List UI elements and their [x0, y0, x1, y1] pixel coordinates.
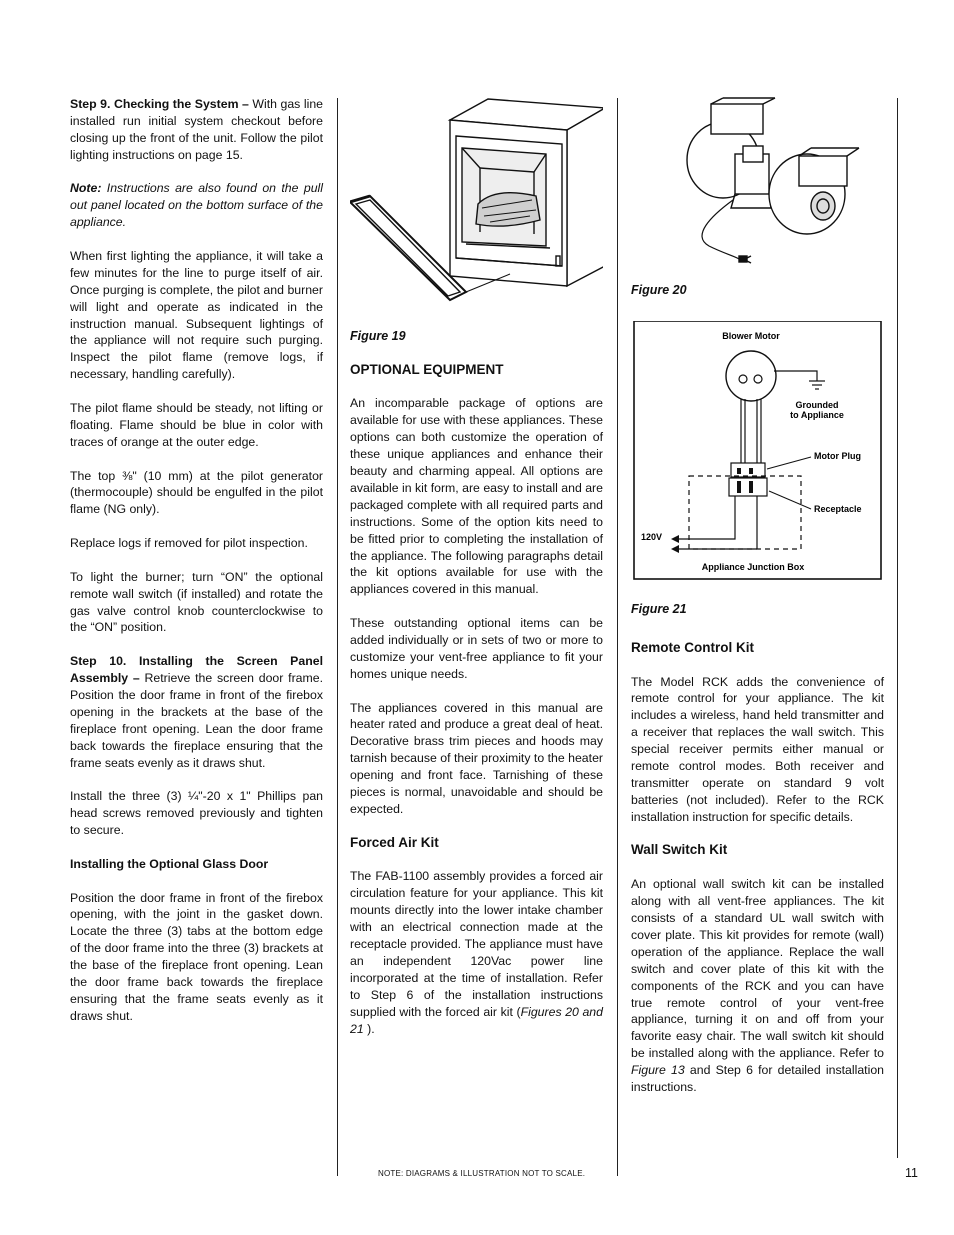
- wall-switch-paragraph: [631, 876, 884, 1096]
- wall-switch-text-end: and Step 6 for detailed installation instructions.: [631, 1063, 884, 1095]
- glass-door-title: Installing the Optional Glass Door: [70, 856, 269, 871]
- note-paragraph: [70, 180, 323, 231]
- paragraph: To light the burner; turn “ON” the optional remote wall switch (if installed) and rotate the gas valve control knob counterclockwise to the “ON” position.: [70, 569, 323, 635]
- forced-air-text-end: ).: [363, 1021, 375, 1036]
- step10-paragraph: [70, 653, 323, 771]
- paragraph: When first lighting the appliance, it will take a few minutes for the line to purge itself of air. Once purging is complete, the pilot and burner will light and operate as indicated in the instruction manual. Subsequent lightings of the appliance will not require such purging. Inspect the pilot flame (remove logs, if necessary, handling carefully).: [70, 248, 323, 382]
- diagram-scale-note: NOTE: DIAGRAMS & ILLUSTRATION NOT TO SCALE.: [378, 1169, 586, 1178]
- step9-paragraph: [70, 96, 323, 164]
- 120v-label: 120V: [641, 531, 663, 542]
- step9-text: With gas line installed run initial system checkout before closing up the front of the unit. Follow the pilot lighting instructions on page 15.: [70, 97, 323, 162]
- junction-box-label: Appliance Junction Box: [701, 561, 805, 572]
- optional-equipment-heading: OPTIONAL EQUIPMENT: [350, 361, 504, 377]
- grounded-label: Grounded: [795, 399, 839, 410]
- forced-air-text: The FAB-1100 assembly provides a forced air circulation feature for your appliance. This kit mounts directly into the lower intake chamber with an electrical connection made at the receptacle provided. The appliance must have an independent 120Vac power line incorporated at the time of installation. Refer to Step 6 of the installation instructions supplied with the forced air kit (: [350, 869, 603, 1019]
- forced-air-kit-heading: Forced Air Kit: [350, 834, 439, 850]
- note-label: Note:: [70, 181, 102, 196]
- column-divider-left: [337, 98, 338, 1176]
- motor-plug-label: Motor Plug: [814, 450, 861, 461]
- grounded-label-line2: to Appliance: [790, 409, 844, 420]
- column-1: [70, 96, 323, 1042]
- paragraph: These outstanding optional items can be added individually or in sets of two or more to customize your vent-free appliance to fit your homes unique needs.: [350, 616, 603, 681]
- fireplace-illustration: [350, 96, 603, 322]
- column-3: [631, 96, 884, 1113]
- figure-21-caption: Figure 21: [631, 601, 687, 616]
- forced-air-paragraph: [350, 868, 603, 1037]
- paragraph: Position the door frame in front of the firebox opening, with the joint in the gasket down. Locate the three (3) tabs at the bottom edge of the door frame into the three (3) brackets at the base of the fireplace front opening. Lean the door frame back towards the fireplace ensuring that the frame seats evenly as it draws shut.: [70, 890, 323, 1023]
- note-text: Instructions are also found on the pull out panel located on the bottom surface of the appliance.: [70, 181, 323, 230]
- figure-20-caption: Figure 20: [631, 283, 687, 297]
- wiring-diagram: [631, 321, 884, 583]
- paragraph: The Model RCK adds the convenience of remote control for your appliance. The kit includes a wireless, hand held transmitter and a receiver that replaces the wall switch. This special receiver permits either manual or remote control modes. Both receiver and transmitter operate on standard 9 volt batteries (not included). Refer to the RCK installation instruction for specific details.: [631, 674, 884, 824]
- figure-reference: Figures 20 and 21: [350, 1004, 603, 1036]
- column-divider-right: [617, 98, 618, 1176]
- figure-19-caption: Figure 19: [350, 329, 406, 343]
- receptacle-label: Receptacle: [814, 503, 862, 514]
- paragraph: The appliances covered in this manual are heater rated and produce a great deal of heat. Decorative brass trim pieces and hoods may tarnish because of their proximity to the heater opening and front face. Tarnishing of these pieces is normal, unavoidable and should be expected.: [350, 700, 603, 816]
- step10-title: Step 10. Installing the Screen Panel Assembly –: [70, 654, 323, 686]
- paragraph: The top ⅜" (10 mm) at the pilot generator (thermocouple) should be engulfed in the pilot flame (NG only).: [70, 468, 323, 517]
- figure-reference: Figure 13: [631, 1063, 685, 1078]
- wall-switch-kit-heading: Wall Switch Kit: [631, 842, 728, 858]
- paragraph: The pilot flame should be steady, not lifting or floating. Flame should be blue in color with traces of orange at the outer edge.: [70, 400, 323, 449]
- wall-switch-text: An optional wall switch kit can be installed along with all vent-free appliances. The kit consists of a standard UL wall switch with cover plate. This kit provides for remote (wall) operation of the appliance. Replace the wall switch and cover plate of this kit with the components of the RCK and you can have true remote control of your vent-free appliance, turning it on and off from your favorite easy chair. The wall switch kit should be installed along with the appliance. Refer to: [631, 877, 884, 1061]
- step10-text: Retrieve the screen door frame. Position the door frame in front of the firebox opening in the brackets at the base of the fireplace front opening. Lean the door frame back towards the fireplace ensuring that the frame seats evenly as it draws shut.: [70, 671, 323, 770]
- paragraph: Install the three (3) ¼"-20 x 1" Phillips pan head screws removed previously and tighten to secure.: [70, 789, 323, 838]
- blower-illustration: [631, 96, 884, 282]
- step9-title: Step 9. Checking the System –: [70, 97, 249, 111]
- blower-motor-label: Blower Motor: [722, 330, 780, 341]
- paragraph: Replace logs if removed for pilot inspection.: [70, 536, 308, 551]
- paragraph: An incomparable package of options are available for use with these appliances. These options can both customize the operation of these unique appliances and enhance their beauty and charming appeal. All options are available in kit form, are easy to install and are packaged complete with all required parts and instructions. Some of the option kits need to be fitted prior to completing the installation of the appliance. The following paragraphs detail the kit options available for use with the appliances covered in this manual.: [350, 396, 603, 597]
- page-number: 11: [905, 1166, 918, 1180]
- column-divider-edge: [897, 98, 898, 1158]
- remote-control-kit-heading: Remote Control Kit: [631, 639, 754, 655]
- column-2: [350, 96, 603, 1054]
